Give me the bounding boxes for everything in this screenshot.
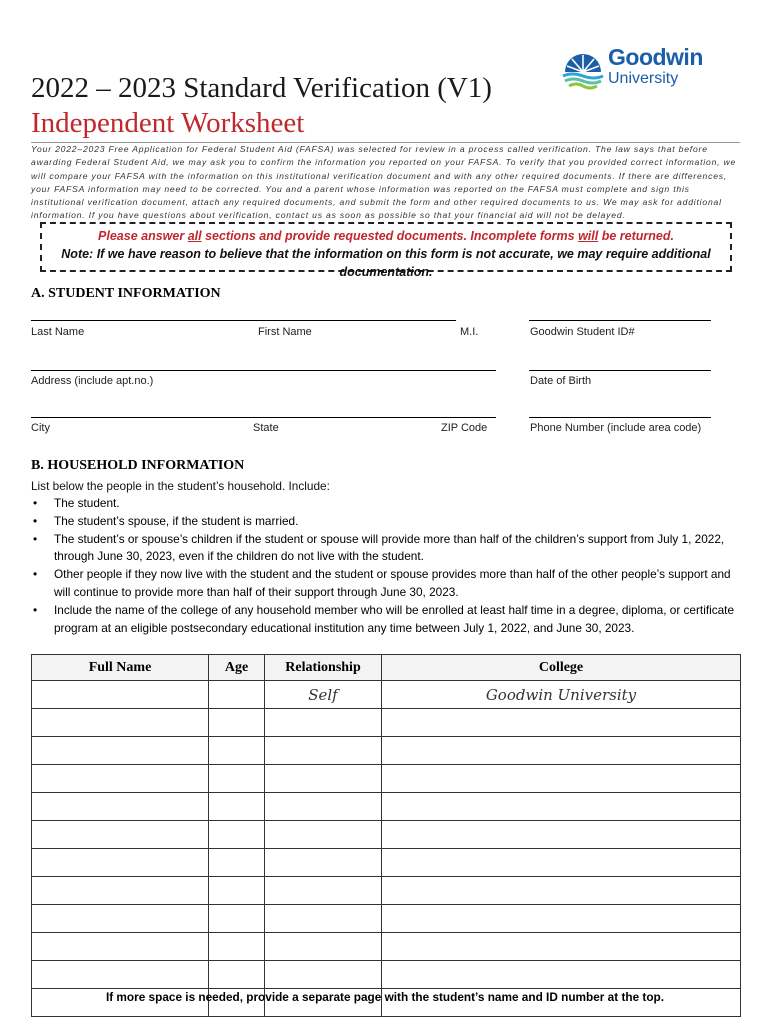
- last-first-mi-line[interactable]: [31, 320, 456, 321]
- age-cell[interactable]: [209, 709, 265, 737]
- relationship-cell[interactable]: [265, 765, 382, 793]
- relationship-cell[interactable]: [265, 933, 382, 961]
- table-row: [32, 933, 741, 961]
- relationship-cell[interactable]: [265, 793, 382, 821]
- relationship-cell[interactable]: [265, 905, 382, 933]
- logo-name: Goodwin: [608, 44, 703, 70]
- household-criteria-list: [31, 495, 741, 637]
- full-name-cell[interactable]: [32, 961, 209, 989]
- last-name-label: Last Name: [31, 326, 85, 338]
- table-row: [32, 765, 741, 793]
- list-item: • Other people if they now live with the student and the student or spouse provides more than half of the other people’s support and will continue to provide more than half of their support through June 30, 2023.: [33, 567, 731, 599]
- zip-label: ZIP Code: [441, 422, 488, 434]
- section-a-heading: A. STUDENT INFORMATION: [31, 286, 221, 301]
- age-cell[interactable]: [209, 765, 265, 793]
- list-item: • Include the name of the college of any household member who will be enrolled at least half time in a degree, diploma, or certificate program at an eligible postsecondary educational institution any time between July 1, 2022, and June 30, 2023.: [33, 602, 735, 635]
- table-row: [32, 877, 741, 905]
- address-line[interactable]: [31, 370, 496, 371]
- full-name-cell[interactable]: [32, 709, 209, 737]
- table-row: [32, 737, 741, 765]
- full-name-cell[interactable]: [32, 821, 209, 849]
- sun-wave-icon: [560, 46, 606, 92]
- age-cell[interactable]: [209, 737, 265, 765]
- age-cell[interactable]: [209, 961, 265, 989]
- address-label: Address (include apt.no.): [31, 375, 154, 387]
- college-cell[interactable]: [382, 765, 741, 793]
- header-relationship: Relationship: [265, 655, 382, 681]
- full-name-cell[interactable]: [32, 681, 209, 709]
- relationship-cell[interactable]: Self: [265, 681, 382, 709]
- section-b-heading: B. HOUSEHOLD INFORMATION: [31, 458, 245, 473]
- college-cell[interactable]: [382, 793, 741, 821]
- age-cell[interactable]: [209, 821, 265, 849]
- relationship-cell[interactable]: [265, 849, 382, 877]
- relationship-cell[interactable]: [265, 737, 382, 765]
- college-cell[interactable]: [382, 821, 741, 849]
- student-id-label: Goodwin Student ID#: [530, 326, 635, 338]
- age-cell[interactable]: [209, 849, 265, 877]
- full-name-cell[interactable]: [32, 933, 209, 961]
- phone-line[interactable]: [529, 417, 711, 418]
- intro-paragraph: Your 2022–2023 Free Application for Federal Student Aid (FAFSA) was selected for review in a process called verification. The law says that before awarding Federal Student Aid, we may ask you to confirm the information you reported on your FAFSA. To verify that you provided correct information, we will compare your FAFSA with the information on this institutional verification document and with any other required documents. If there are differences, your FAFSA information may need to be corrected. You and a parent whose information was reported on the FAFSA must complete and sign this institutional verification document, attach any required documents, and submit the form and other required documents to us. We may ask for additional information. If you have questions about verification, contact us as soon as possible so that your financial aid will not be delayed.: [31, 144, 737, 221]
- full-name-cell[interactable]: [32, 849, 209, 877]
- age-cell[interactable]: [209, 877, 265, 905]
- list-item: • The student.: [33, 496, 120, 510]
- mi-label: M.I.: [460, 326, 479, 338]
- dob-label: Date of Birth: [530, 375, 592, 387]
- relationship-cell[interactable]: [265, 877, 382, 905]
- student-id-line[interactable]: [529, 320, 711, 321]
- college-cell[interactable]: Goodwin University: [382, 681, 741, 709]
- table-row: [32, 849, 741, 877]
- list-item: • The student’s spouse, if the student is married.: [33, 513, 299, 528]
- state-label: State: [253, 422, 279, 434]
- header-college: College: [382, 655, 741, 681]
- college-cell[interactable]: [382, 849, 741, 877]
- household-lead: List below the people in the student’s household. Include:: [31, 479, 330, 493]
- relationship-cell[interactable]: [265, 961, 382, 989]
- dob-line[interactable]: [529, 370, 711, 371]
- full-name-cell[interactable]: [32, 765, 209, 793]
- table-row: [32, 821, 741, 849]
- full-name-cell[interactable]: [32, 877, 209, 905]
- relationship-cell[interactable]: [265, 821, 382, 849]
- table-row: [32, 681, 741, 709]
- first-name-label: First Name: [258, 326, 312, 338]
- college-cell[interactable]: [382, 933, 741, 961]
- table-header-row: [32, 655, 741, 681]
- college-cell[interactable]: [382, 709, 741, 737]
- table-row: [32, 793, 741, 821]
- table-row: [32, 961, 741, 989]
- age-cell[interactable]: [209, 681, 265, 709]
- notice-note: Note: If we have reason to believe that the information on this form is not accurate, we may require additional documentation.: [61, 247, 711, 279]
- college-cell[interactable]: [382, 877, 741, 905]
- notice-warning: Please answer all sections and provide requested documents. Incomplete forms will be returned.: [98, 229, 674, 243]
- form-title: 2022 – 2023 Standard Verification (V1): [31, 72, 492, 104]
- city-state-zip-line[interactable]: [31, 417, 496, 418]
- footer-note: If more space is needed, provide a separate page with the student’s name and ID number at the top.: [105, 990, 665, 1004]
- header-full-name: Full Name: [32, 655, 209, 681]
- college-cell[interactable]: [382, 737, 741, 765]
- list-item: • The student’s or spouse’s children if the student or spouse will provide more than half of the children’s support from July 1, 2022, through June 30, 2023, even if the children do not live with the student.: [33, 531, 725, 564]
- goodwin-logo: [560, 46, 740, 96]
- city-label: City: [31, 422, 50, 434]
- notice-box: [40, 222, 732, 279]
- household-table: [31, 654, 741, 1017]
- header-age: Age: [209, 655, 265, 681]
- college-cell[interactable]: [382, 961, 741, 989]
- age-cell[interactable]: [209, 933, 265, 961]
- relationship-cell[interactable]: [265, 709, 382, 737]
- full-name-cell[interactable]: [32, 737, 209, 765]
- phone-label: Phone Number (include area code): [530, 422, 702, 434]
- table-row: [32, 905, 741, 933]
- age-cell[interactable]: [209, 793, 265, 821]
- form-subtitle: Independent Worksheet: [31, 107, 305, 139]
- college-cell[interactable]: [382, 905, 741, 933]
- logo-subname: University: [608, 70, 679, 87]
- table-row: [32, 709, 741, 737]
- age-cell[interactable]: [209, 905, 265, 933]
- full-name-cell[interactable]: [32, 905, 209, 933]
- full-name-cell[interactable]: [32, 793, 209, 821]
